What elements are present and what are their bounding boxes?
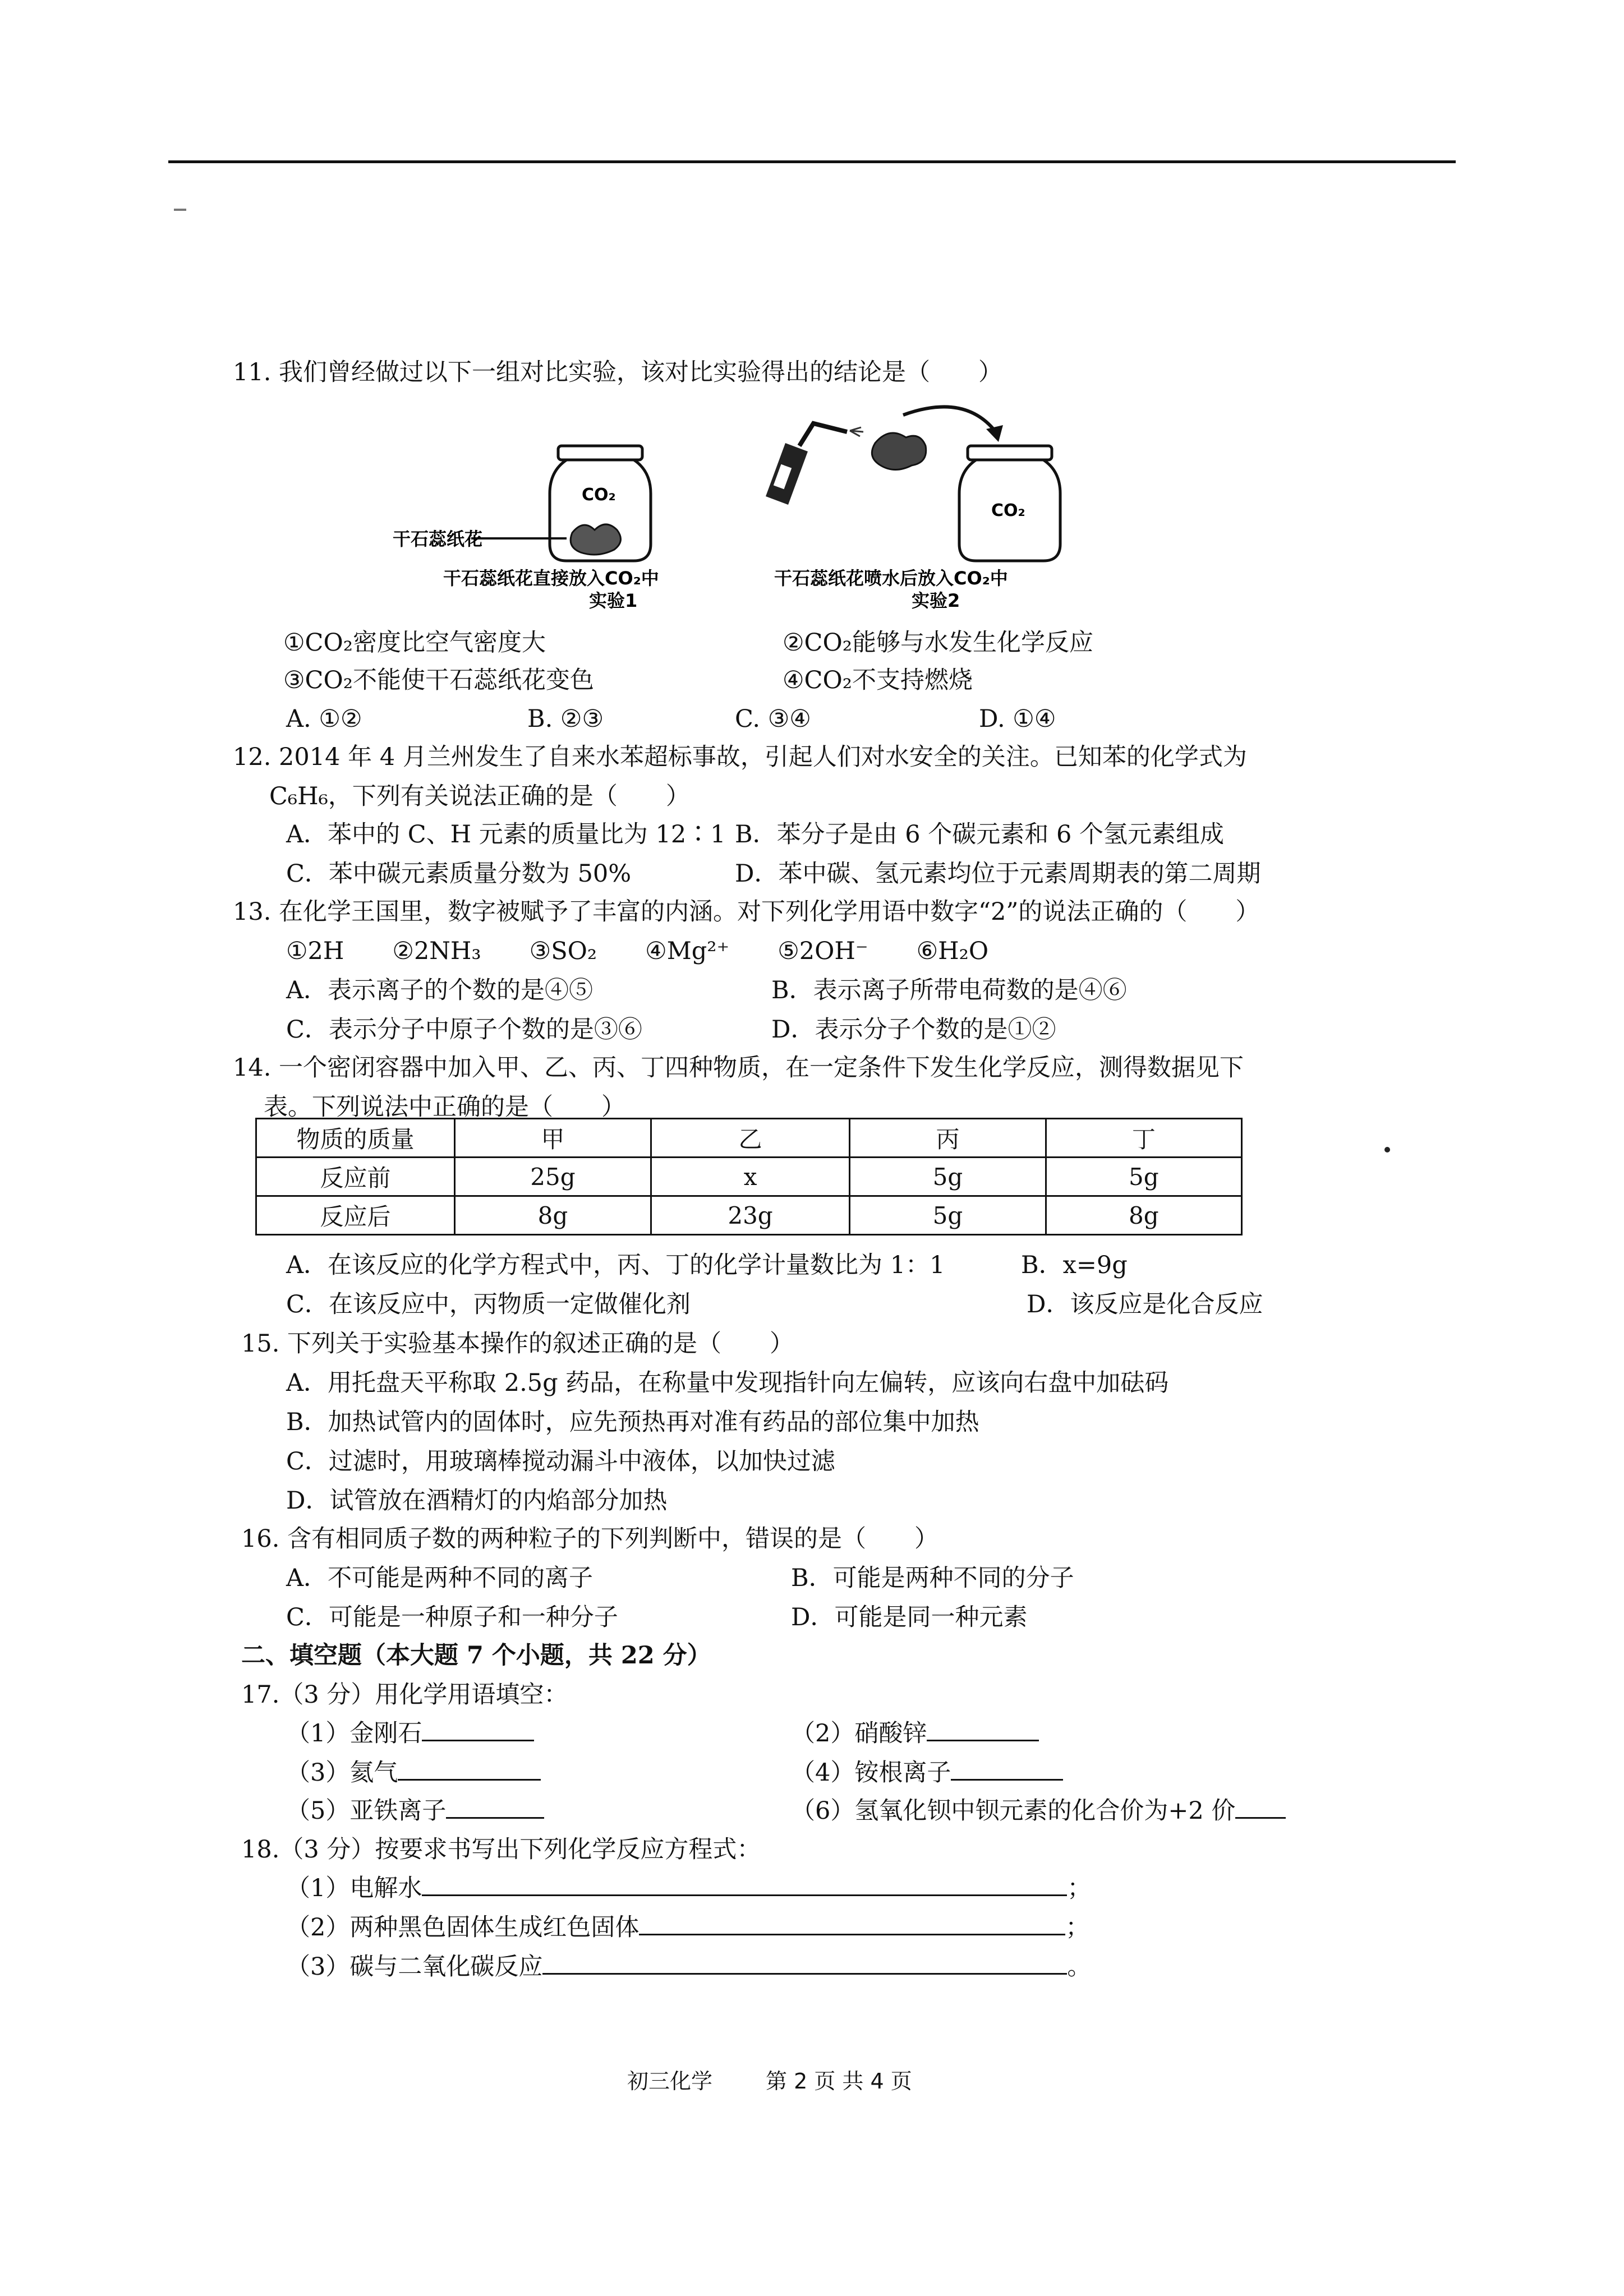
q14-option-d: D．该反应是化合反应 <box>1027 1290 1263 1318</box>
q17-part-2-label: （2）硝酸锌 <box>791 1719 927 1748</box>
q15-stem: 15. 下列关于实验基本操作的叙述正确的是（ ） <box>241 1330 794 1358</box>
jar-2-co2-label: CO₂ <box>991 501 1025 520</box>
table-header-cell: 物质的质量 <box>256 1119 455 1158</box>
answer-blank[interactable] <box>398 1756 541 1781</box>
table-row <box>256 1196 1242 1235</box>
q18-part-1 <box>286 1872 1091 1904</box>
q17-part-3-label: （3）氦气 <box>286 1759 398 1787</box>
q12-option-a: A．苯中的 C、H 元素的质量比为 12∶1 <box>286 820 726 849</box>
arrow-icon <box>903 407 996 432</box>
q15-option-b: B．加热试管内的固体时，应先预热再对准有药品的部位集中加热 <box>286 1408 979 1436</box>
table-header-cell: 甲 <box>455 1119 651 1158</box>
q16-option-a: A．不可能是两种不同的离子 <box>286 1564 594 1592</box>
footer-page-number: 第 2 页 共 4 页 <box>766 2069 912 2094</box>
caption-2-sub: 实验2 <box>912 590 960 611</box>
scan-mark <box>174 209 186 211</box>
table-cell: 反应前 <box>256 1158 455 1196</box>
q12-stem-2: C₆H₆，下列有关说法正确的是（ ） <box>269 782 690 810</box>
q11-statement-2: ②CO₂能够与水发生化学反应 <box>783 629 1093 657</box>
spray-bottle-icon <box>766 423 926 505</box>
q16-stem: 16. 含有相同质子数的两种粒子的下列判断中，错误的是（ ） <box>241 1525 939 1553</box>
q13-items: ①2H ②2NH₃ ③SO₂ ④Mg²⁺ ⑤2OH⁻ ⑥H₂O <box>286 937 989 965</box>
answer-blank[interactable] <box>542 1951 1067 1975</box>
table-cell: 23g <box>651 1196 850 1235</box>
q11-option-d: D. ①④ <box>979 705 1056 733</box>
flower-label: 干石蕊纸花 <box>393 528 483 550</box>
table-cell: x <box>651 1158 850 1196</box>
q17-part-5 <box>286 1795 544 1827</box>
table-cell: 5g <box>850 1158 1046 1196</box>
q11-statement-3: ③CO₂不能使干石蕊纸花变色 <box>283 666 594 694</box>
table-cell: 5g <box>1046 1158 1241 1196</box>
q13-option-b: B．表示离子所带电荷数的是④⑥ <box>771 976 1127 1004</box>
table-header-cell: 丁 <box>1046 1119 1241 1158</box>
table-cell: 反应后 <box>256 1196 455 1235</box>
q13-option-a: A．表示离子的个数的是④⑤ <box>286 976 594 1004</box>
jar-1-icon <box>471 446 651 561</box>
q12-option-c: C．苯中碳元素质量分数为 50% <box>286 860 632 888</box>
caption-1: 干石蕊纸花直接放入CO₂中 <box>443 568 659 589</box>
q15-option-a: A．用托盘天平称取 2.5g 药品，在称量中发现指针向左偏转，应该向右盘中加砝码 <box>286 1369 1169 1397</box>
answer-blank[interactable] <box>1235 1795 1286 1819</box>
q12-stem-1: 12. 2014 年 4 月兰州发生了自来水苯超标事故，引起人们对水安全的关注。已知苯的化学式为 <box>233 743 1247 771</box>
caption-2: 干石蕊纸花喷水后放入CO₂中 <box>774 568 1008 589</box>
q14-stem-2: 表。下列说法中正确的是（ ） <box>264 1093 625 1121</box>
q17-part-5-label: （5）亚铁离子 <box>286 1797 447 1825</box>
answer-blank[interactable] <box>422 1717 534 1741</box>
q17-part-4-label: （4）铵根离子 <box>791 1759 951 1787</box>
table-cell: 8g <box>455 1196 651 1235</box>
q17-part-6-label: （6）氢氧化钡中钡元素的化合价为+2 价 <box>791 1797 1236 1825</box>
q18-part-1-end: ； <box>1067 1874 1092 1902</box>
q12-option-d: D．苯中碳、氢元素均位于元素周期表的第二周期 <box>735 860 1261 888</box>
q11-stem: 11. 我们曾经做过以下一组对比实验，该对比实验得出的结论是（ ） <box>233 358 1003 386</box>
answer-blank[interactable] <box>422 1872 1067 1896</box>
q11-option-c: C. ③④ <box>735 705 811 733</box>
answer-blank[interactable] <box>446 1795 544 1819</box>
q18-stem: 18.（3 分）按要求书写出下列化学反应方程式： <box>241 1836 761 1864</box>
q17-part-1-label: （1）金刚石 <box>286 1719 422 1748</box>
q11-statement-4: ④CO₂不支持燃烧 <box>783 666 973 694</box>
q18-part-1-label: （1）电解水 <box>286 1874 422 1902</box>
q15-option-c: C．过滤时，用玻璃棒搅动漏斗中液体，以加快过滤 <box>286 1447 835 1476</box>
table-header-cell: 丙 <box>850 1119 1046 1158</box>
q17-part-4 <box>791 1756 1063 1788</box>
answer-blank[interactable] <box>927 1717 1039 1741</box>
table-cell: 25g <box>455 1158 651 1196</box>
q18-part-3-end: 。 <box>1067 1953 1092 1981</box>
answer-blank[interactable] <box>951 1756 1063 1781</box>
table-header-cell: 乙 <box>651 1119 850 1158</box>
q11-statement-1: ①CO₂密度比空气密度大 <box>283 629 546 657</box>
q12-option-b: B．苯分子是由 6 个碳元素和 6 个氢元素组成 <box>735 820 1224 849</box>
q14-stem-1: 14. 一个密闭容器中加入甲、乙、丙、丁四种物质，在一定条件下发生化学反应，测得数据见下 <box>233 1054 1244 1082</box>
q11-experiment-figure <box>381 398 1133 634</box>
q13-option-c: C．表示分子中原子个数的是③⑥ <box>286 1016 642 1044</box>
q16-option-b: B．可能是两种不同的分子 <box>791 1564 1074 1592</box>
q14-option-a: A．在该反应的化学方程式中，丙、丁的化学计量数比为 1：1 <box>286 1251 945 1279</box>
q17-part-3 <box>286 1756 541 1788</box>
table-cell: 5g <box>850 1196 1046 1235</box>
jar-1-co2-label: CO₂ <box>582 485 616 505</box>
q14-option-c: C．在该反应中，丙物质一定做催化剂 <box>286 1290 691 1318</box>
caption-1-sub: 实验1 <box>589 590 638 611</box>
q16-option-c: C．可能是一种原子和一种分子 <box>286 1603 618 1631</box>
q11-option-b: B. ②③ <box>527 705 604 733</box>
answer-blank[interactable] <box>639 1911 1065 1935</box>
q13-option-d: D．表示分子个数的是①② <box>771 1016 1056 1044</box>
q18-part-2-label: （2）两种黑色固体生成红色固体 <box>286 1914 640 1942</box>
section-2-heading: 二、填空题（本大题 7 个小题，共 22 分） <box>241 1642 711 1670</box>
table-row <box>256 1158 1242 1196</box>
header-rule <box>168 160 1456 163</box>
q17-part-2 <box>791 1717 1039 1749</box>
q11-option-a: A. ①② <box>286 705 362 733</box>
footer-subject: 初三化学 <box>627 2069 713 2094</box>
q18-part-2 <box>286 1911 1089 1943</box>
scan-dot <box>1384 1147 1390 1152</box>
table-header-row <box>256 1119 1242 1158</box>
q17-stem: 17.（3 分）用化学用语填空： <box>241 1681 568 1709</box>
table-cell: 8g <box>1046 1196 1241 1235</box>
q18-part-3-label: （3）碳与二氧化碳反应 <box>286 1953 543 1981</box>
q17-part-1 <box>286 1717 534 1749</box>
q14-option-b: B．x=9g <box>1021 1251 1128 1279</box>
q17-part-6 <box>791 1795 1286 1827</box>
q13-stem: 13. 在化学王国里，数字被赋予了丰富的内涵。对下列化学用语中数字“2”的说法正确的（ ） <box>233 898 1260 926</box>
q15-option-d: D．试管放在酒精灯的内焰部分加热 <box>286 1487 668 1515</box>
q18-part-2-end: ； <box>1065 1914 1090 1942</box>
q16-option-d: D．可能是同一种元素 <box>791 1603 1028 1631</box>
q14-data-table <box>255 1118 1243 1235</box>
q18-part-3 <box>286 1951 1091 1983</box>
